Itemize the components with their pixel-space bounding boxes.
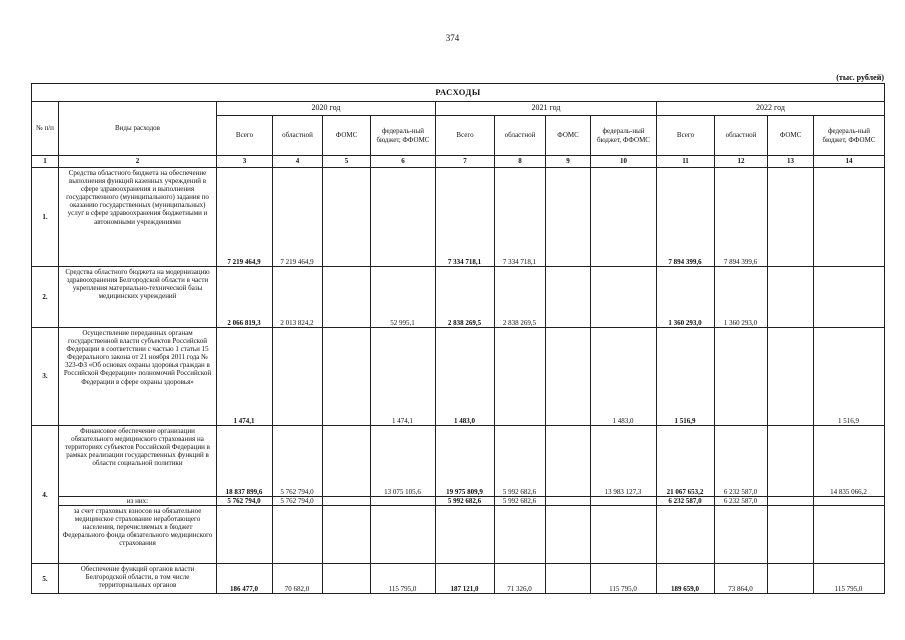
header-num: № п/п — [32, 102, 59, 156]
value-cell: 5 992 682,6 — [495, 497, 546, 506]
table-row — [32, 267, 885, 328]
row-description: Обеспечение функций органов власти Белгородской области, в том числе территориальных органов — [59, 564, 217, 594]
header-total: Всего — [436, 116, 495, 156]
value-cell — [591, 506, 657, 564]
header-year-2022: 2022 год — [657, 102, 885, 116]
value-cell: 7 334 718,1 — [436, 168, 495, 267]
value-cell — [323, 426, 371, 497]
value-cell: 115 795,0 — [814, 564, 885, 594]
value-cell: 1 483,0 — [591, 328, 657, 426]
value-cell: 7 894 399,6 — [715, 168, 768, 267]
row-description: Осуществление переданных органам государственной власти субъектов Российской Федерации в соответствии с частью 1 статьи 15 Федерального закона от 21 ноября 2011 года № 323-ФЗ «Об основах охраны здоровья граждан в Российской Федерации» полномочий Российской Федерации в сфере охраны здоровья» — [59, 328, 217, 426]
value-cell — [715, 506, 768, 564]
subrow-description: за счет страховых взносов на обязательное медицинское страхование неработающего населения, перечисляемых в бюджет Федерального фонда обязательного медицинского страхования — [59, 506, 217, 564]
value-cell: 21 067 653,2 — [657, 426, 715, 497]
value-cell — [546, 506, 591, 564]
row-description: Средства областного бюджета на обеспечение выполнения функций казенных учреждений в сфере здравоохранения и выполнения государственного (муниципального) задания по оказанию государственных (муниципальных) услуг в сфере здравоохранения бюджетными и автономными учреждениями — [59, 168, 217, 267]
header-foms: ФОМС — [768, 116, 814, 156]
table-row — [32, 328, 885, 426]
row-number: 2. — [32, 267, 59, 328]
value-cell — [546, 497, 591, 506]
value-cell — [273, 506, 323, 564]
value-cell: 70 682,0 — [273, 564, 323, 594]
value-cell: 189 659,0 — [657, 564, 715, 594]
value-cell: 7 894 399,6 — [657, 168, 715, 267]
row-number: 5. — [32, 564, 59, 594]
header-kinds: Виды расходов — [59, 102, 217, 156]
value-cell — [371, 497, 436, 506]
value-cell: 6 232 587,0 — [715, 426, 768, 497]
header-years-row — [32, 102, 885, 116]
value-cell: 18 837 899,6 — [217, 426, 273, 497]
units-label: (тыс. рублей) — [836, 73, 884, 82]
header-federal: федераль-ный бюджет, ФФОМС — [371, 116, 436, 156]
value-cell — [814, 168, 885, 267]
value-cell: 1 474,1 — [371, 328, 436, 426]
col-number: 12 — [715, 156, 768, 168]
value-cell: 5 762 794,0 — [217, 497, 273, 506]
table-row — [32, 168, 885, 267]
value-cell — [591, 168, 657, 267]
value-cell — [657, 506, 715, 564]
value-cell — [768, 564, 814, 594]
row-description: Финансовое обеспечение организации обязательного медицинского страхования на территориях субъектов Российской Федерации в рамках реализации государственных функций в области социальной политики — [59, 426, 217, 497]
header-foms: ФОМС — [546, 116, 591, 156]
value-cell — [323, 506, 371, 564]
value-cell — [546, 564, 591, 594]
table-subrow — [32, 497, 885, 506]
value-cell — [591, 267, 657, 328]
header-regional: областной — [495, 116, 546, 156]
header-foms: ФОМС — [323, 116, 371, 156]
header-total: Всего — [657, 116, 715, 156]
subrow-label: из них: — [59, 497, 217, 506]
value-cell — [546, 168, 591, 267]
value-cell: 5 762 794,0 — [273, 497, 323, 506]
col-number: 2 — [59, 156, 217, 168]
value-cell: 186 477,0 — [217, 564, 273, 594]
header-total: Всего — [217, 116, 273, 156]
value-cell: 2 838 269,5 — [495, 267, 546, 328]
title-row — [32, 84, 885, 102]
header-year-2020: 2020 год — [217, 102, 436, 116]
expenses-table — [31, 83, 885, 594]
value-cell: 115 795,0 — [591, 564, 657, 594]
value-cell — [217, 506, 273, 564]
value-cell: 13 983 127,3 — [591, 426, 657, 497]
header-federal: федераль-ный бюджет, ФФОМС — [591, 116, 657, 156]
col-number: 9 — [546, 156, 591, 168]
value-cell — [768, 506, 814, 564]
value-cell — [814, 506, 885, 564]
value-cell: 7 219 464,9 — [273, 168, 323, 267]
value-cell: 2 066 819,3 — [217, 267, 273, 328]
value-cell: 52 995,1 — [371, 267, 436, 328]
value-cell: 187 121,0 — [436, 564, 495, 594]
value-cell: 5 992 682,6 — [436, 497, 495, 506]
value-cell — [371, 506, 436, 564]
col-number: 11 — [657, 156, 715, 168]
row-number: 3. — [32, 328, 59, 426]
value-cell — [546, 426, 591, 497]
value-cell: 71 326,0 — [495, 564, 546, 594]
value-cell: 2 838 269,5 — [436, 267, 495, 328]
value-cell: 1 516,9 — [657, 328, 715, 426]
header-year-2021: 2021 год — [436, 102, 657, 116]
col-number: 6 — [371, 156, 436, 168]
value-cell: 7 334 718,1 — [495, 168, 546, 267]
value-cell: 5 762 794,0 — [273, 426, 323, 497]
value-cell — [814, 497, 885, 506]
value-cell: 1 474,1 — [217, 328, 273, 426]
page-number: 374 — [445, 33, 460, 43]
value-cell — [323, 267, 371, 328]
table-subrow — [32, 506, 885, 564]
col-number: 5 — [323, 156, 371, 168]
value-cell: 1 360 293,0 — [657, 267, 715, 328]
value-cell — [436, 506, 495, 564]
value-cell: 6 232 587,0 — [657, 497, 715, 506]
value-cell — [768, 168, 814, 267]
col-number: 10 — [591, 156, 657, 168]
value-cell: 6 232 587,0 — [715, 497, 768, 506]
value-cell: 7 219 464,9 — [217, 168, 273, 267]
value-cell: 14 835 066,2 — [814, 426, 885, 497]
value-cell — [495, 506, 546, 564]
value-cell — [273, 328, 323, 426]
col-number: 3 — [217, 156, 273, 168]
column-numbers-row — [32, 156, 885, 168]
col-number: 13 — [768, 156, 814, 168]
col-number: 7 — [436, 156, 495, 168]
value-cell — [715, 328, 768, 426]
header-regional: областной — [715, 116, 768, 156]
col-number: 1 — [32, 156, 59, 168]
row-number: 4. — [32, 426, 59, 564]
value-cell — [768, 328, 814, 426]
value-cell: 1 360 293,0 — [715, 267, 768, 328]
value-cell — [323, 564, 371, 594]
table-row — [32, 564, 885, 594]
row-description: Средства областного бюджета на модернизацию здравоохранения Белгородской области в части укрепления материально-технической базы медицинских учреждений — [59, 267, 217, 328]
table-title: РАСХОДЫ — [32, 84, 885, 102]
col-number: 4 — [273, 156, 323, 168]
value-cell — [591, 497, 657, 506]
value-cell — [323, 497, 371, 506]
value-cell — [768, 497, 814, 506]
value-cell — [495, 328, 546, 426]
value-cell — [323, 328, 371, 426]
value-cell: 19 975 809,9 — [436, 426, 495, 497]
header-regional: областной — [273, 116, 323, 156]
col-number: 14 — [814, 156, 885, 168]
value-cell — [546, 267, 591, 328]
value-cell — [323, 168, 371, 267]
value-cell: 1 483,0 — [436, 328, 495, 426]
value-cell: 115 795,0 — [371, 564, 436, 594]
value-cell: 5 992 682,6 — [495, 426, 546, 497]
value-cell: 73 864,0 — [715, 564, 768, 594]
value-cell: 2 013 824,2 — [273, 267, 323, 328]
value-cell — [814, 267, 885, 328]
value-cell: 13 075 105,6 — [371, 426, 436, 497]
header-federal: федераль-ный бюджет, ФФОМС — [814, 116, 885, 156]
value-cell — [768, 426, 814, 497]
table-row — [32, 426, 885, 497]
value-cell — [768, 267, 814, 328]
value-cell: 1 516,9 — [814, 328, 885, 426]
row-number: 1. — [32, 168, 59, 267]
value-cell — [546, 328, 591, 426]
col-number: 8 — [495, 156, 546, 168]
value-cell — [371, 168, 436, 267]
